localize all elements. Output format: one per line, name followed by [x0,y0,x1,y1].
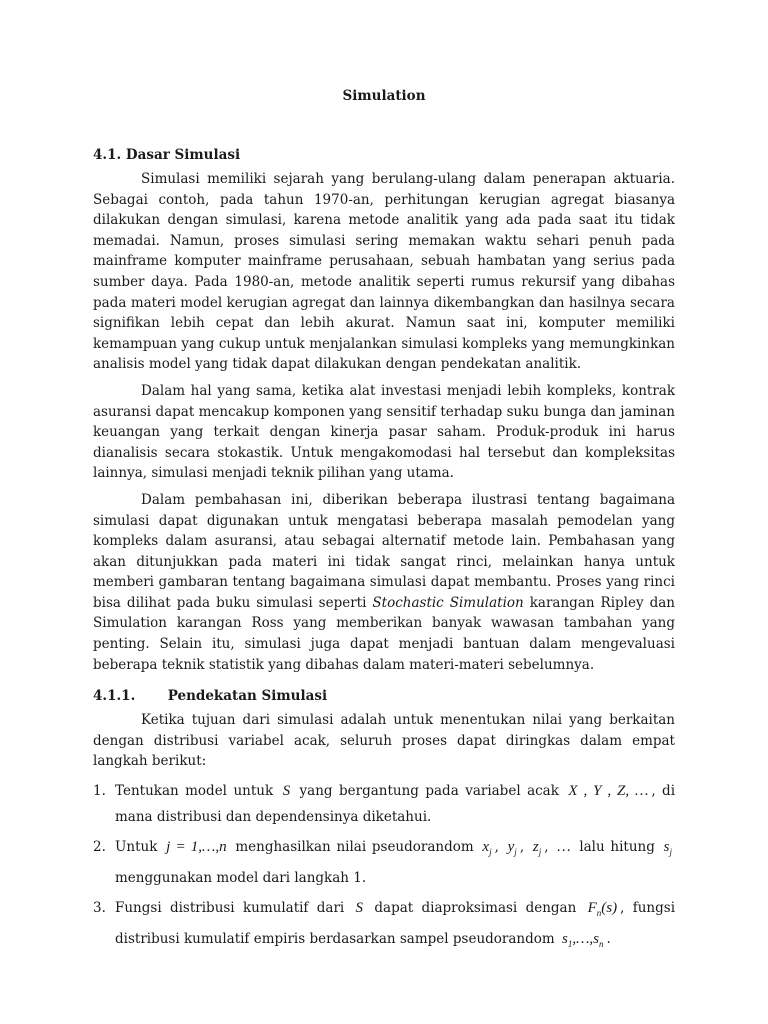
list-item: 1. Tentukan model untuk S yang bergantung pada variabel acak X , Y , Z, … , di mana distribusi dan dependensinya diketahui. [93,783,676,826]
subsection-number: 4.1.1. [93,688,136,705]
section-heading [93,144,675,166]
list-item: 2. Untuk j = 1,…,n menghasilkan nilai pseudorandom $x_j$ , $y_j$ , $z_j$ , … lalu hitung $s_j$ menggunakan model dari langkah 1. [93,834,675,891]
paragraph: Simulasi memiliki sejarah yang berulang-ulang dalam penerapan aktuaria. Sebagai contoh, pada tahun 1970-an, perhitungan kerugian agregat biasanya dilakukan dengan simulasi, karena metode analitik yang ada pada saat itu tidak memadai. Namun, proses simulasi sering memakan waktu sehari penuh pada mainframe komputer mainframe perusahaan, sebuah hambatan yang serius pada sumber daya. Pada 1980-an, metode analitik seperti rumus rekursif yang dibahas pada materi model kerugian agregat dan lainnya dikembangkan dan hasilnya secara signifikan lebih cepat dan lebih akurat. Namun saat ini, komputer memiliki kemampuan yang cukup untuk menjalankan simulasi kompleks yang memungkinkan analisis model yang tidak dapat dilakukan dengan pendekatan analitik. [93,171,675,373]
math: j = 1,…,n [166,839,227,856]
math: S [282,783,291,800]
math: X , Y , Z, … [568,783,649,800]
subsection-title: Pendekatan Simulasi [167,688,328,705]
math: $F_n(s)$ [587,900,618,919]
paragraph: Ketika tujuan dari simulasi adalah untuk menentukan nilai yang berkaitan dengan distribusi variabel acak, seluruh proses dapat diringkas dalam empat langkah berikut: [93,712,675,770]
list-item: 3. Fungsi distribusi kumulatif dari S dapat diaproksimasi dengan $F_n(s)$ , fungsi distribusi kumulatif empiris berdasarkan sampel pseudorandom $s_1,\dots,s_n$ . [93,900,676,950]
math: $s_j$ [663,839,672,858]
subsection-heading [93,685,675,707]
paragraph: Dalam pembahasan ini, diberikan beberapa ilustrasi tentang bagaimana simulasi dapat digunakan untuk mengatasi beberapa masalah pemodelan yang kompleks dalam asuransi, atau sebagai alternatif metode lain. Pembahasan yang akan ditunjukkan pada materi ini tidak sangat rinci, melainkan hanya untuk memberi gambaran tentang bagaimana simulasi dapat membantu. Proses yang rinci bisa dilihat pada buku simulasi seperti Stochastic Simulation karangan Ripley dan Simulation karangan Ross yang memberikan banyak wawasan tambahan yang penting. Selain itu, simulasi juga dapat menjadi bantuan dalam mengevaluasi beberapa teknik statistik yang dibahas dalam materi-materi sebelumnya. [93,491,676,673]
section-title: Dasar Simulasi [125,147,241,163]
math: $y_j$ [507,839,517,858]
math: … [557,839,571,856]
math: S [355,900,364,917]
paragraph: Dalam hal yang sama, ketika alat investasi menjadi lebih kompleks, kontrak asuransi dapat mencakup komponen yang sensitif terhadap suku bunga dan jaminan keuangan yang terkait dengan kinerja pasar saham. Produk-produk ini harus dianalisis secara stokastik. Untuk mengakomodasi hal tersebut dan kompleksitas lainnya, simulasi menjadi teknik pilihan yang utama. [93,382,675,482]
section-number: 4.1. [93,147,122,163]
page-title: Simulation [342,88,426,104]
book-title: Stochastic Simulation [372,594,524,611]
document-page [93,82,675,961]
math: $z_j$ [532,839,542,858]
steps-list [93,778,675,957]
math: $x_j$ [482,839,492,858]
math: $s_1,\dots,s_n$ [562,931,604,950]
